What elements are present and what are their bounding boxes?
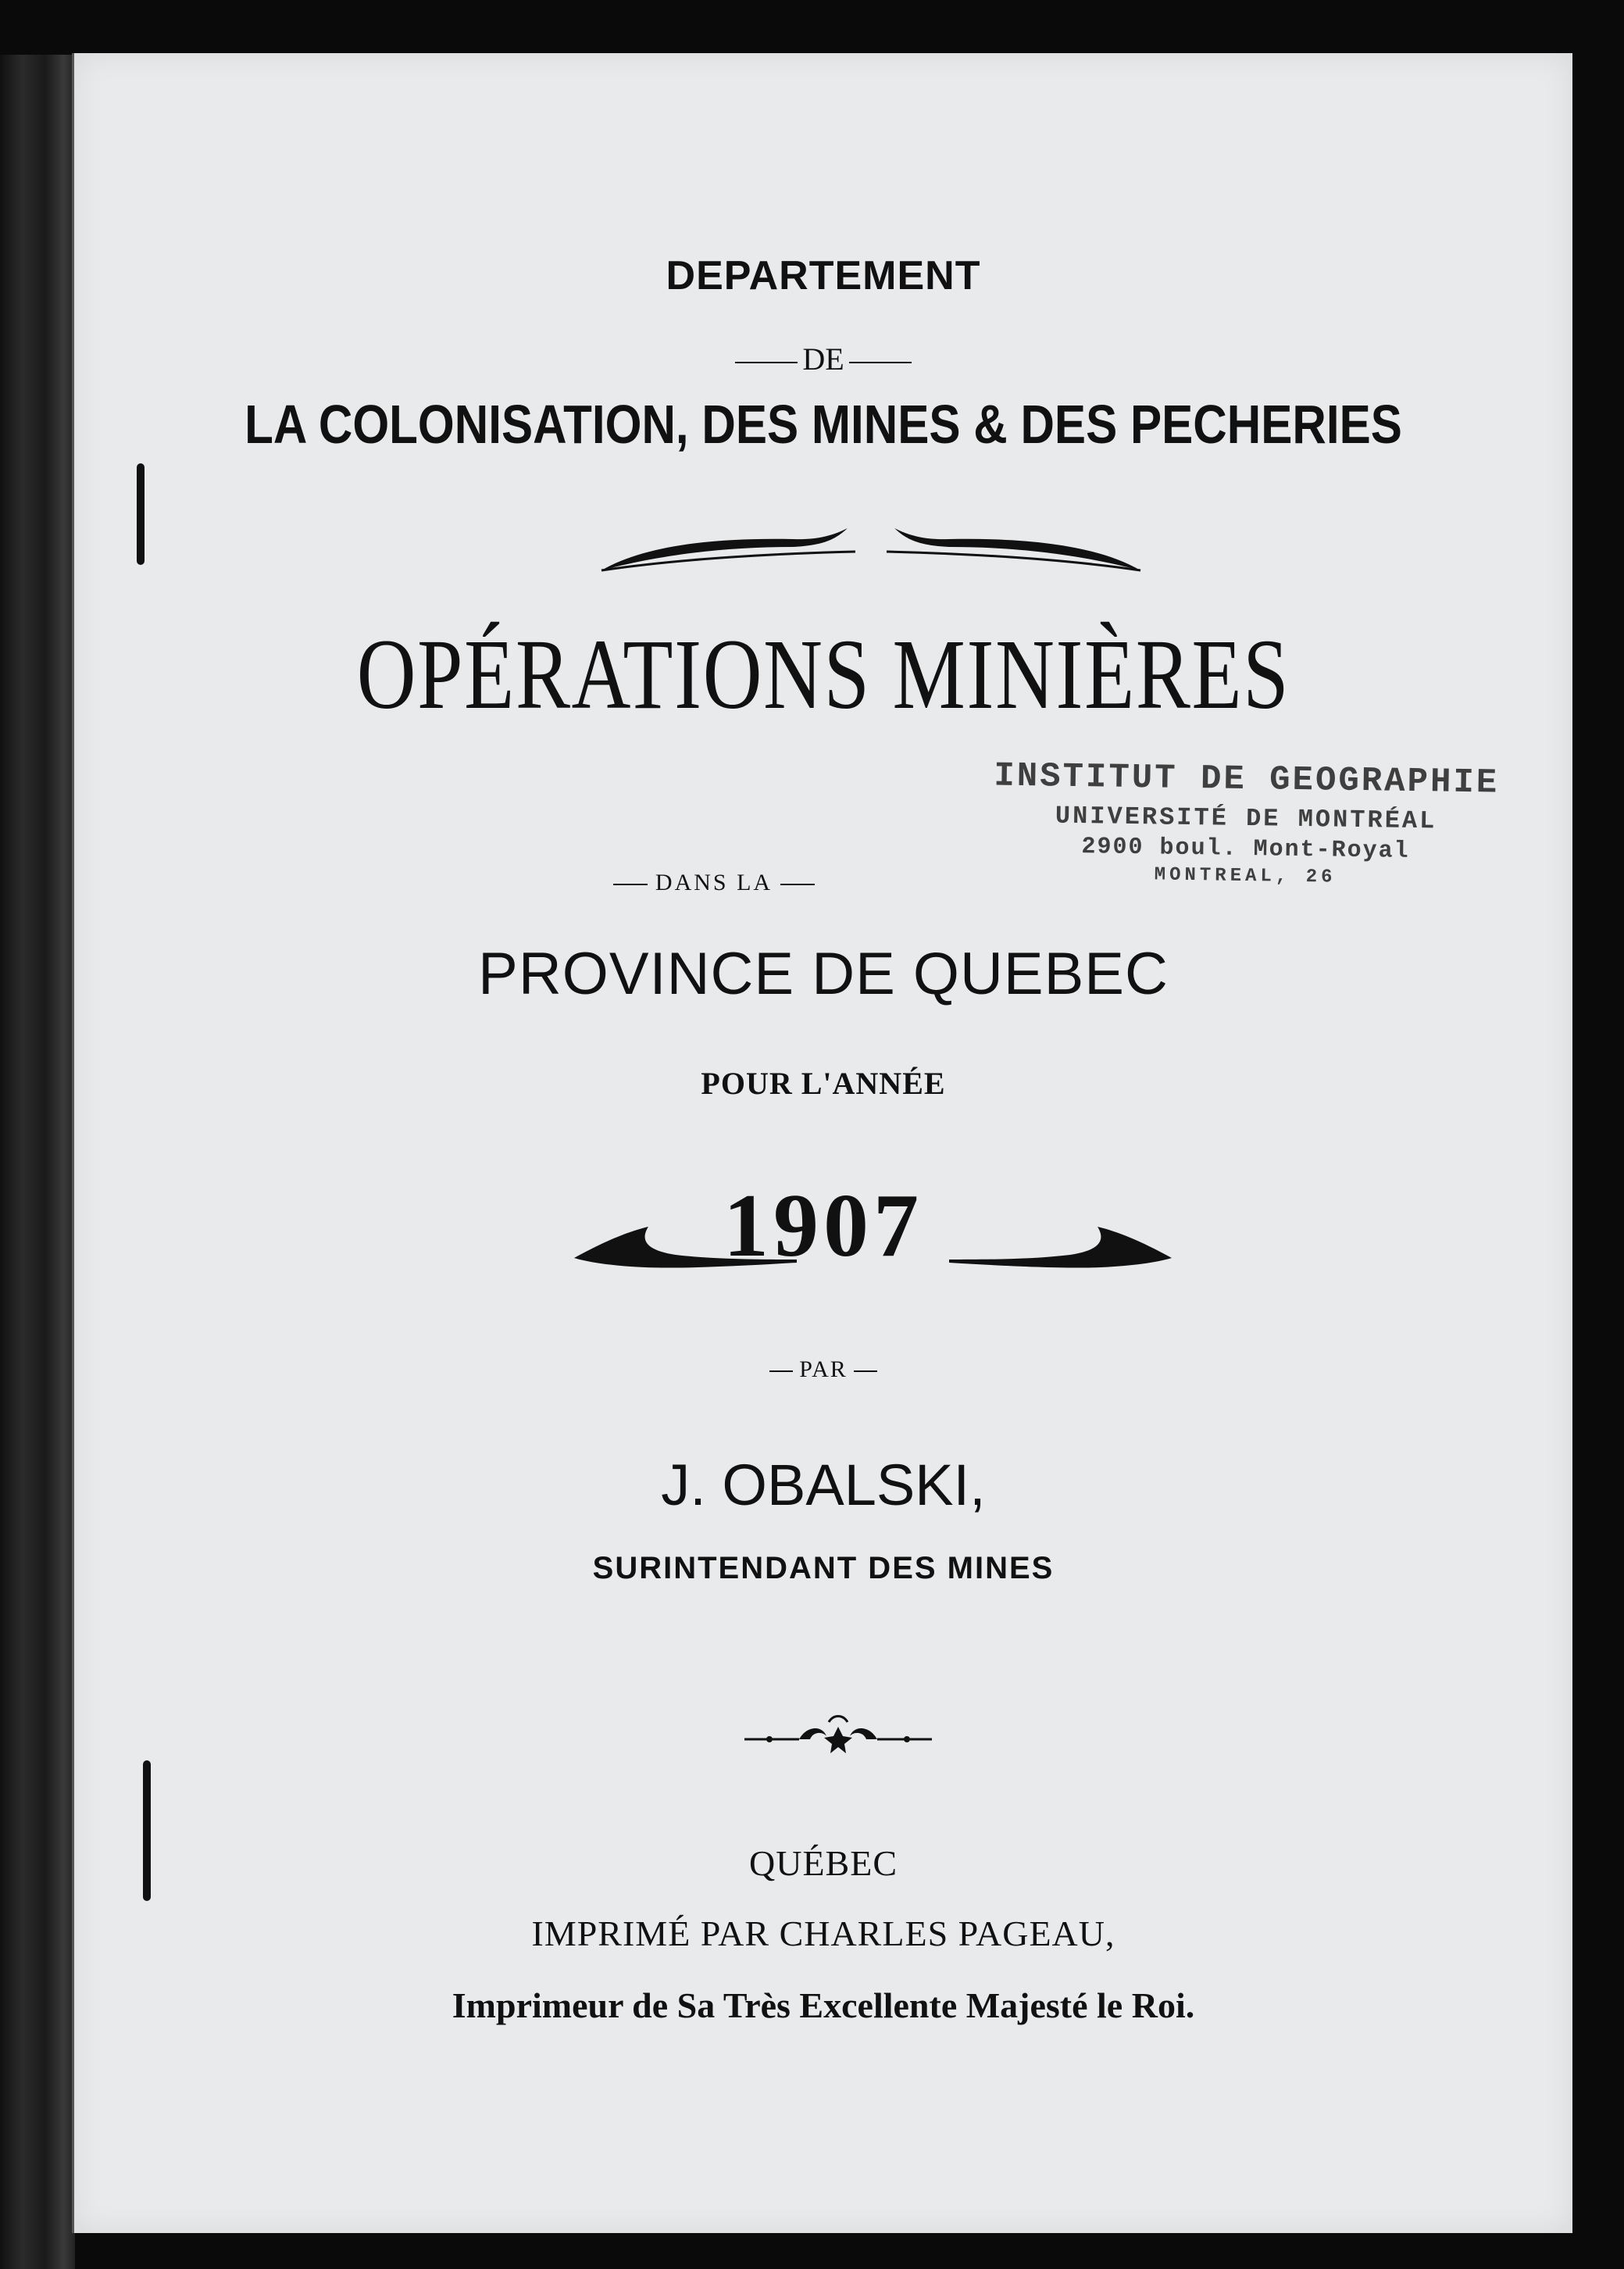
par-text: PAR [799,1356,848,1382]
floral-ornament [744,1710,932,1756]
de-connector [74,341,1572,377]
stamp-line-3: 2900 boul. Mont-Royal [1081,834,1410,865]
rule-left [613,884,648,885]
rule-right [854,1370,877,1372]
library-stamp [976,756,1516,891]
par-connector [74,1356,1572,1383]
department-heading: DEPARTEMENT [666,253,981,298]
stamp-line-4: MONTREAL, 26 [1154,864,1337,888]
rule-left [769,1370,793,1372]
province-title: PROVINCE DE QUEBEC [478,941,1169,1007]
de-text: DE [802,341,844,377]
imprint-printer-title: Imprimeur de Sa Très Excellente Majesté le Roi. [452,1985,1195,2025]
book-binding [0,55,75,2269]
rule-left [735,362,798,363]
year-heading: 1907 [723,1176,923,1276]
dans-la-text: DANS LA [655,870,773,895]
binding-hole-top [137,463,145,565]
author-name: J. OBALSKI, [661,1453,986,1517]
pour-annee-label: POUR L'ANNÉE [701,1066,946,1101]
imprint-printer: IMPRIMÉ PAR CHARLES PAGEAU, [531,1913,1115,1953]
imprint-city: QUÉBEC [749,1843,898,1883]
stamp-line-1: INSTITUT DE GEOGRAPHIE [994,756,1500,803]
ministry-heading: LA COLONISATION, DES MINES & DES PECHERIES [244,394,1402,455]
rule-right [780,884,815,885]
double-swash-ornament [598,522,1144,577]
rule-right [849,362,912,363]
main-title: OPÉRATIONS MINIÈRES [356,619,1290,730]
right-swash-ornament [945,1225,1172,1280]
title-page [72,53,1572,2233]
stamp-line-2: UNIVERSITÉ DE MONTRÉAL [1055,801,1437,836]
author-title: SURINTENDANT DES MINES [592,1551,1055,1585]
